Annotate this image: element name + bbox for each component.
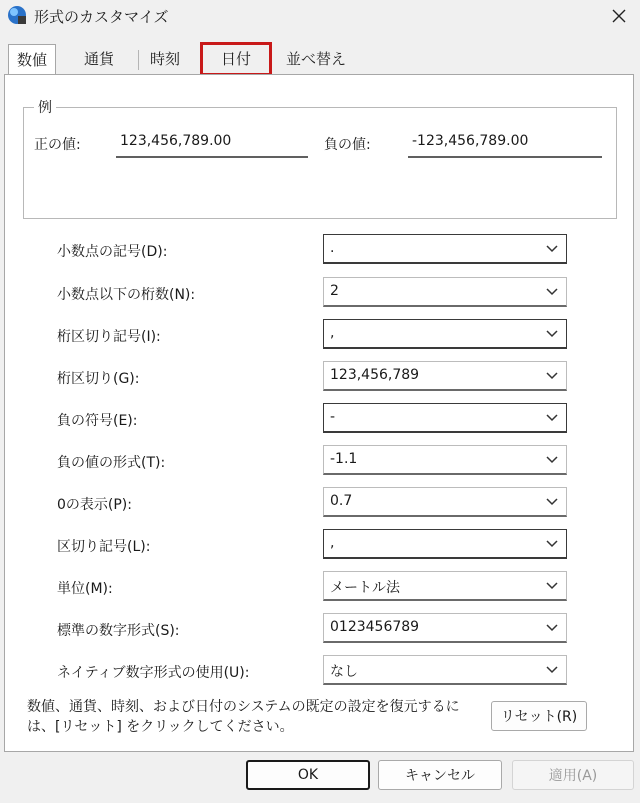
- leading-zero-combo[interactable]: [323, 487, 567, 517]
- chevron-down-icon: [546, 581, 558, 591]
- decimal-digits-combo[interactable]: [323, 277, 567, 307]
- negative-format-label: 負の値の形式(T):: [57, 455, 166, 471]
- reset-button[interactable]: リセット(R): [491, 701, 587, 731]
- standard-digits-label: 標準の数字形式(S):: [57, 623, 180, 639]
- decimal-symbol-combo[interactable]: [323, 234, 567, 264]
- chevron-down-icon: [546, 665, 558, 675]
- leading-zero-value: 0.7: [330, 493, 353, 509]
- positive-value: 123,456,789.00: [116, 126, 308, 158]
- list-separator-combo[interactable]: [323, 529, 567, 559]
- decimal-digits-value: 2: [330, 283, 339, 299]
- tab-separator: [138, 50, 139, 70]
- decimal-digits-label: 小数点以下の桁数(N):: [57, 287, 196, 303]
- negative-format-value: -1.1: [330, 451, 358, 467]
- measurement-system-combo[interactable]: [323, 571, 567, 601]
- chevron-down-icon: [546, 371, 558, 381]
- chevron-down-icon: [546, 455, 558, 465]
- example-group: [23, 100, 617, 219]
- chevron-down-icon: [546, 287, 558, 297]
- digit-grouping-value: 123,456,789: [330, 367, 420, 383]
- digit-grouping-combo[interactable]: [323, 361, 567, 391]
- tab-bar: [4, 44, 634, 74]
- tab-date[interactable]: 日付: [200, 42, 272, 76]
- chevron-down-icon: [546, 244, 558, 254]
- list-separator-label: 区切り記号(L):: [57, 539, 151, 555]
- native-digits-combo[interactable]: [323, 655, 567, 685]
- chevron-down-icon: [546, 497, 558, 507]
- close-icon: [612, 9, 626, 23]
- tab-sort[interactable]: 並べ替え: [286, 50, 347, 68]
- app-icon: [6, 4, 28, 26]
- chevron-down-icon: [546, 413, 558, 423]
- native-digits-label: ネイティブ数字形式の使用(U):: [57, 665, 250, 681]
- chevron-down-icon: [546, 623, 558, 633]
- chevron-down-icon: [546, 539, 558, 549]
- ok-button[interactable]: OK: [246, 760, 370, 790]
- standard-digits-combo[interactable]: [323, 613, 567, 643]
- measurement-system-value: メートル法: [330, 580, 400, 596]
- native-digits-value: なし: [330, 664, 358, 680]
- negative-sign-label: 負の符号(E):: [57, 413, 138, 429]
- title-bar: [0, 0, 640, 34]
- tab-currency[interactable]: 通貨: [84, 50, 115, 68]
- decimal-symbol-value: .: [330, 240, 335, 256]
- tab-time[interactable]: 時刻: [150, 50, 181, 68]
- negative-format-combo[interactable]: [323, 445, 567, 475]
- negative-sign-combo[interactable]: [323, 403, 567, 433]
- chevron-down-icon: [546, 329, 558, 339]
- positive-label: 正の値:: [34, 137, 81, 153]
- negative-label: 負の値:: [324, 137, 371, 153]
- negative-sign-value: -: [330, 409, 336, 425]
- digit-grouping-symbol-value: ,: [330, 325, 335, 341]
- apply-button[interactable]: 適用(A): [512, 760, 634, 790]
- negative-value: -123,456,789.00: [408, 126, 602, 158]
- tab-panel-numbers: [4, 74, 634, 752]
- digit-grouping-symbol-label: 桁区切り記号(I):: [57, 329, 161, 345]
- window-title: 形式のカスタマイズ: [34, 8, 169, 26]
- decimal-symbol-label: 小数点の記号(D):: [57, 244, 168, 260]
- list-separator-value: ,: [330, 535, 335, 551]
- tab-numbers[interactable]: 数値: [8, 44, 56, 75]
- digit-grouping-label: 桁区切り(G):: [57, 371, 140, 387]
- cancel-button[interactable]: キャンセル: [378, 760, 502, 790]
- example-group-label: 例: [34, 97, 56, 117]
- standard-digits-value: 0123456789: [330, 619, 420, 635]
- leading-zero-label: 0の表示(P):: [57, 497, 132, 513]
- measurement-system-label: 単位(M):: [57, 581, 113, 597]
- reset-note: 数値、通貨、時刻、および日付のシステムの既定の設定を復元するには、[リセット] をクリックしてください。: [27, 699, 460, 735]
- digit-grouping-symbol-combo[interactable]: [323, 319, 567, 349]
- close-button[interactable]: [598, 0, 640, 32]
